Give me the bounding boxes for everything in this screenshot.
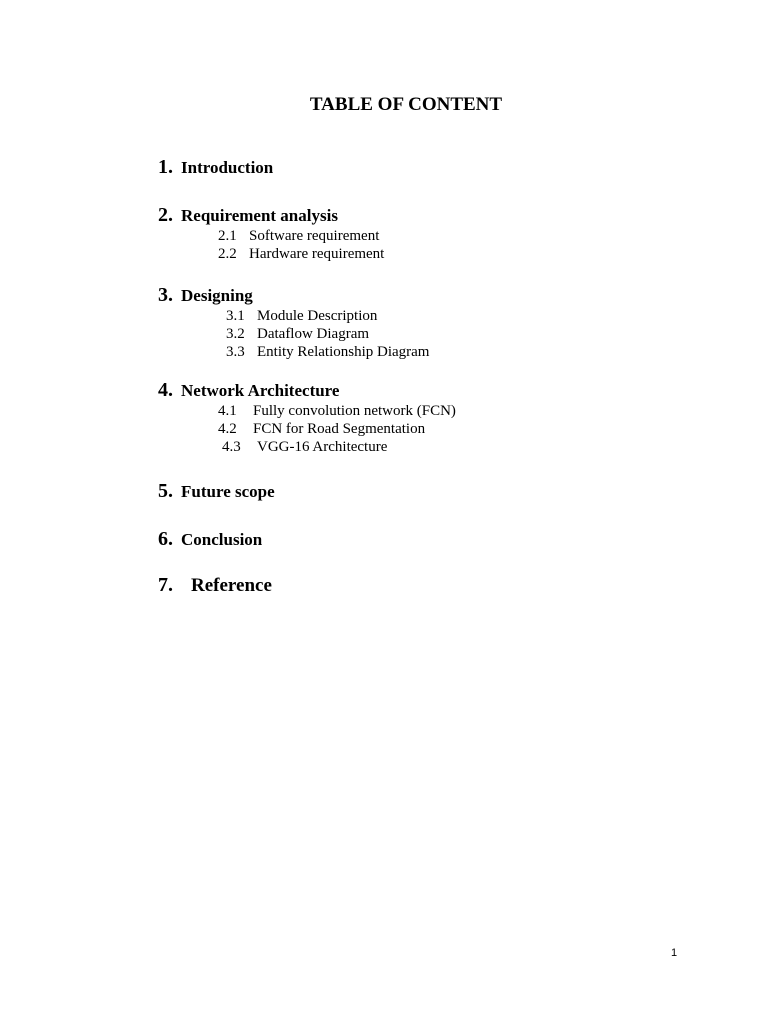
toc-section-label: Network Architecture [181, 381, 340, 400]
toc-section-4 [158, 379, 339, 402]
toc-section-number: 4. [158, 379, 173, 401]
toc-subsection-number: 2.1 [218, 228, 237, 244]
toc-section-label: Future scope [181, 482, 275, 501]
toc-subsection-3-2 [226, 325, 369, 343]
toc-subsection-label: Module Description [257, 308, 378, 324]
toc-subsection-2-1 [218, 227, 379, 245]
toc-subsection-3-3 [226, 343, 429, 361]
toc-section-label: Reference [191, 575, 272, 596]
toc-section-number: 5. [158, 480, 173, 502]
page-number: 1 [671, 947, 678, 959]
toc-section-label: Conclusion [181, 530, 263, 549]
toc-section-label: Designing [181, 286, 253, 305]
toc-subsection-4-3 [222, 438, 387, 456]
toc-subsection-4-1 [218, 402, 456, 420]
toc-section-number: 1. [158, 156, 173, 178]
toc-section-number: 6. [158, 528, 173, 550]
toc-subsection-label: Software requirement [249, 228, 380, 244]
toc-subsection-label: Dataflow Diagram [257, 326, 370, 342]
toc-subsection-label: Fully convolution network (FCN) [253, 403, 456, 419]
toc-section-label: Requirement analysis [181, 206, 338, 225]
toc-section-number: 7. [158, 574, 173, 596]
toc-section-5 [158, 480, 275, 503]
toc-subsection-number: 4.3 [222, 439, 241, 455]
toc-subsection-number: 3.3 [226, 344, 245, 360]
toc-subsection-number: 3.2 [226, 326, 245, 342]
page-title: TABLE OF CONTENT [309, 94, 503, 115]
toc-section-6 [158, 528, 262, 551]
toc-subsection-label: VGG-16 Architecture [257, 439, 388, 455]
toc-subsection-2-2 [218, 245, 384, 263]
toc-subsection-number: 2.2 [218, 246, 237, 262]
toc-section-1 [158, 156, 273, 179]
toc-subsection-number: 4.1 [218, 403, 237, 419]
toc-section-number: 2. [158, 204, 173, 226]
toc-subsection-label: FCN for Road Segmentation [253, 421, 426, 437]
toc-section-2 [158, 204, 338, 227]
toc-section-7 [158, 574, 272, 597]
toc-subsection-3-1 [226, 307, 377, 325]
toc-subsection-number: 3.1 [226, 308, 245, 324]
toc-section-label: Introduction [181, 158, 274, 177]
toc-section-3 [158, 284, 253, 307]
toc-section-number: 3. [158, 284, 173, 306]
toc-subsection-number: 4.2 [218, 421, 237, 437]
toc-subsection-4-2 [218, 420, 425, 438]
toc-subsection-label: Hardware requirement [249, 246, 385, 262]
toc-subsection-label: Entity Relationship Diagram [257, 344, 430, 360]
